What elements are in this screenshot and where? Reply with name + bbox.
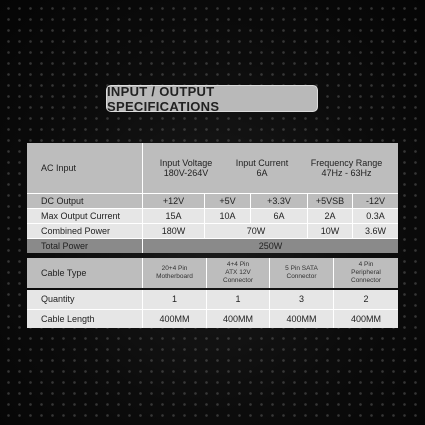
connector-line: 5 Pin SATA <box>285 265 318 273</box>
combined-power-neg12v: 3.6W <box>364 225 386 236</box>
frequency-range-header: Frequency Range <box>310 157 383 168</box>
max-current-12v: 15A <box>143 209 205 223</box>
frequency-range-value: 47Hz - 63Hz <box>321 168 372 178</box>
connector-line: Connector <box>351 276 381 284</box>
cable-spec-table <box>27 258 398 328</box>
quantity-motherboard: 1 <box>143 290 207 309</box>
max-output-current-row <box>27 208 398 223</box>
quantity-row <box>27 290 398 309</box>
ac-input-label: AC Input <box>27 143 143 193</box>
length-motherboard: 400MM <box>143 310 207 328</box>
rail-12v: +12V <box>143 194 205 208</box>
rail-neg12v: -12V <box>365 195 385 206</box>
cable-type-row <box>27 258 398 288</box>
connector-line: Motherboard <box>156 273 193 280</box>
max-current-neg12v: 0.3A <box>366 210 385 221</box>
cable-length-row <box>27 309 398 328</box>
connector-line: 4 Pin <box>358 261 374 269</box>
max-current-3v3: 6A <box>251 209 308 223</box>
combined-power-12v: 180W <box>143 224 205 238</box>
input-current-value: 6A <box>256 168 268 178</box>
input-current-header: Input Current <box>235 157 289 168</box>
connector-line: ATX 12V <box>225 269 251 277</box>
connector-peripheral <box>334 258 398 288</box>
total-power-row <box>27 238 398 253</box>
dc-output-label: DC Output <box>27 194 143 208</box>
frequency-range-cell <box>295 143 398 193</box>
combined-power-5v-3v3: 70W <box>205 224 308 238</box>
max-output-current-label: Max Output Current <box>27 209 143 223</box>
quantity-sata: 3 <box>270 290 334 309</box>
connector-line: Connector <box>223 276 253 284</box>
power-spec-table <box>27 143 398 253</box>
connector-line: Peripheral <box>351 269 381 277</box>
connector-line: 4+4 Pin <box>226 261 250 269</box>
max-current-5v: 10A <box>205 209 251 223</box>
dc-output-row <box>27 193 398 208</box>
connector-sata <box>270 258 334 288</box>
quantity-atx12v: 1 <box>207 290 270 309</box>
quantity-label: Quantity <box>27 290 143 309</box>
connector-motherboard <box>143 258 207 288</box>
cable-length-label: Cable Length <box>27 310 143 328</box>
connector-line: Connector <box>286 273 317 280</box>
page-title: INPUT / OUTPUT SPECIFICATIONS <box>106 85 318 112</box>
input-voltage-cell <box>143 143 229 193</box>
connector-line: 20+4 Pin <box>161 265 188 273</box>
connector-atx12v <box>207 258 270 288</box>
length-sata: 400MM <box>270 310 334 328</box>
quantity-peripheral: 2 <box>363 294 369 305</box>
ac-input-row <box>27 143 398 193</box>
rail-5v: +5V <box>205 194 251 208</box>
input-voltage-value: 180V-264V <box>163 168 209 178</box>
cable-type-label: Cable Type <box>27 258 143 288</box>
rail-5vsb: +5VSB <box>308 194 353 208</box>
input-voltage-header: Input Voltage <box>159 157 213 168</box>
input-current-cell <box>229 143 295 193</box>
length-atx12v: 400MM <box>207 310 270 328</box>
rail-3v3: +3.3V <box>251 194 308 208</box>
total-power-label: Total Power <box>27 239 143 253</box>
combined-power-row <box>27 223 398 238</box>
length-peripheral: 400MM <box>350 313 381 324</box>
combined-power-5vsb: 10W <box>308 224 353 238</box>
max-current-5vsb: 2A <box>308 209 353 223</box>
combined-power-label: Combined Power <box>27 224 143 238</box>
total-power-value: 250W <box>258 240 283 251</box>
